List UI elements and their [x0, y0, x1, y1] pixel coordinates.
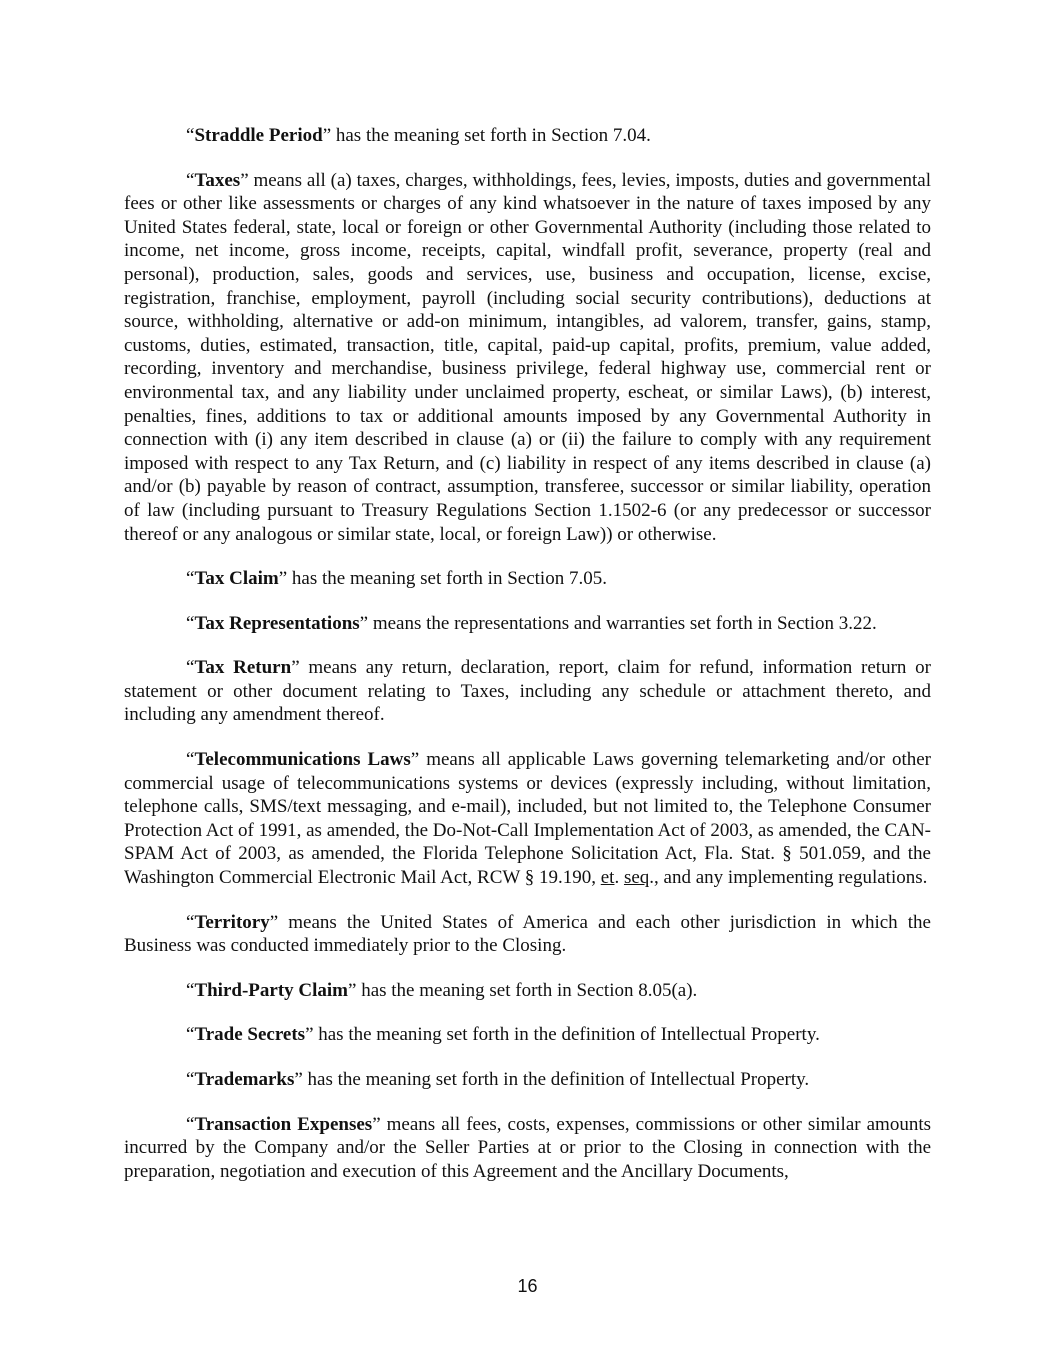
- definition-straddle-period: [124, 124, 931, 148]
- defined-term: Trade Secrets: [194, 1024, 306, 1046]
- definition-trade-secrets: [124, 1023, 931, 1047]
- open-quote: “: [186, 612, 195, 634]
- definition-text: ” means the United States of America and each other jurisdiction in which the Business was conducted immediately prior to the Closing.: [124, 911, 931, 957]
- defined-term: Third-Party Claim: [194, 979, 349, 1001]
- definition-text: ” has the meaning set forth in the definition of Intellectual Property.: [305, 1024, 820, 1046]
- definition-text: ” has the meaning set forth in Section 7.05.: [278, 568, 607, 590]
- defined-term: Taxes: [194, 169, 241, 191]
- document-page: [124, 124, 931, 1204]
- defined-term: Trademarks: [194, 1069, 295, 1090]
- open-quote: “: [186, 749, 195, 771]
- open-quote: “: [186, 568, 195, 590]
- definition-trademarks: [124, 1068, 931, 1092]
- open-quote: “: [186, 657, 195, 679]
- definition-text: ” has the meaning set forth in Section 7.04.: [322, 125, 651, 146]
- seq-underlined: seq: [623, 867, 650, 889]
- defined-term: Tax Claim: [194, 568, 279, 590]
- definition-taxes: [124, 169, 931, 547]
- defined-term: Telecommunications Laws: [194, 749, 411, 771]
- definition-text: ” has the meaning set forth in Section 8.05(a).: [348, 979, 698, 1001]
- open-quote: “: [186, 1069, 195, 1090]
- defined-term: Straddle Period: [194, 125, 323, 146]
- open-quote: “: [186, 979, 195, 1001]
- open-quote: “: [186, 1113, 195, 1135]
- open-quote: “: [186, 1024, 195, 1046]
- definition-text: ” means any return, declaration, report, claim for refund, information return or statement or other document relating to Taxes, including any schedule or attachment thereto, and including any amendment thereof.: [124, 657, 931, 726]
- definition-text: ” means all fees, costs, expenses, commissions or other similar amounts incurred by the Company and/or the Seller Parties at or prior to the Closing in connection with the preparation, negotiation and execution of this Agreement and the Ancillary Documents,: [124, 1113, 931, 1182]
- defined-term: Transaction Expenses: [194, 1113, 373, 1135]
- defined-term: Tax Representations: [194, 612, 360, 634]
- definition-tax-representations: [124, 612, 931, 636]
- open-quote: “: [186, 911, 195, 933]
- defined-term: Tax Return: [194, 657, 292, 679]
- open-quote: “: [186, 169, 195, 191]
- definition-text: ” means all applicable Laws governing telemarketing and/or other commercial usage of telecommunications systems or devices (expressly including, without limitation, telephone calls, SMS/text messaging, and e-mail), included, but not limited to, the Telephone Consumer Protection Act of 1991, as amended, the Do-Not-Call Implementation Act of 2003, as amended, the CAN-SPAM Act of 2003, as amended, the Florida Telephone Solicitation Act, Fla. Stat. § 501.059, and the Washington Commercial Electronic Mail Act, RCW § 19.190,: [124, 749, 931, 889]
- defined-term: Territory: [194, 911, 270, 933]
- definition-text: ” means all (a) taxes, charges, withholdings, fees, levies, imposts, duties and governmental fees or other like assessments or charges of any kind whatsoever in the nature of taxes imposed by any United States federal, state, local or foreign or other Governmental Authority (including those related to income, net income, gross income, receipts, capital, windfall profit, severance, property (real and personal), production, sales, goods and services, use, business and occupation, license, excise, registration, franchise, employment, payroll (including social security contributions), deductions at source, withholding, alternative or add-on minimum, intangibles, ad valorem, transfer, gains, stamp, customs, duties, estimated, transaction, title, capital, paid-up capital, profits, premium, value added, recording, inventory and merchandise, business privilege, federal highway use, commercial rent or environmental tax, and any liability under unclaimed property, escheat, or similar Laws), (b) interest, penalties, fines, additions to tax or additional amounts imposed by any Governmental Authority in connection with (i) any item described in clause (a) or (ii) the failure to comply with any requirement imposed with respect to any Tax Return, and (c) liability in respect of any items described in clause (a) and/or (b) payable by reason of contract, assumption, transferee, successor or similar liability, operation of law (including pursuant to Treasury Regulations Section 1.1502-6 (or any predecessor or successor thereof or any analogous or similar state, local, or foreign Law)) or otherwise.: [124, 169, 931, 545]
- et-separator: .: [614, 867, 624, 889]
- definition-text: ” has the meaning set forth in the definition of Intellectual Property.: [294, 1069, 810, 1090]
- definition-tax-claim: [124, 567, 931, 591]
- definition-text: ” means the representations and warranties set forth in Section 3.22.: [359, 612, 877, 634]
- definition-third-party-claim: [124, 979, 931, 1003]
- page-number: 16: [517, 1276, 538, 1296]
- open-quote: “: [186, 125, 195, 146]
- definition-territory: [124, 911, 931, 958]
- et-underlined: et: [600, 867, 615, 889]
- definition-telecommunications-laws: [124, 748, 931, 890]
- definition-tail: ., and any implementing regulations.: [649, 867, 928, 889]
- definition-transaction-expenses: [124, 1113, 931, 1184]
- definition-tax-return: [124, 656, 931, 727]
